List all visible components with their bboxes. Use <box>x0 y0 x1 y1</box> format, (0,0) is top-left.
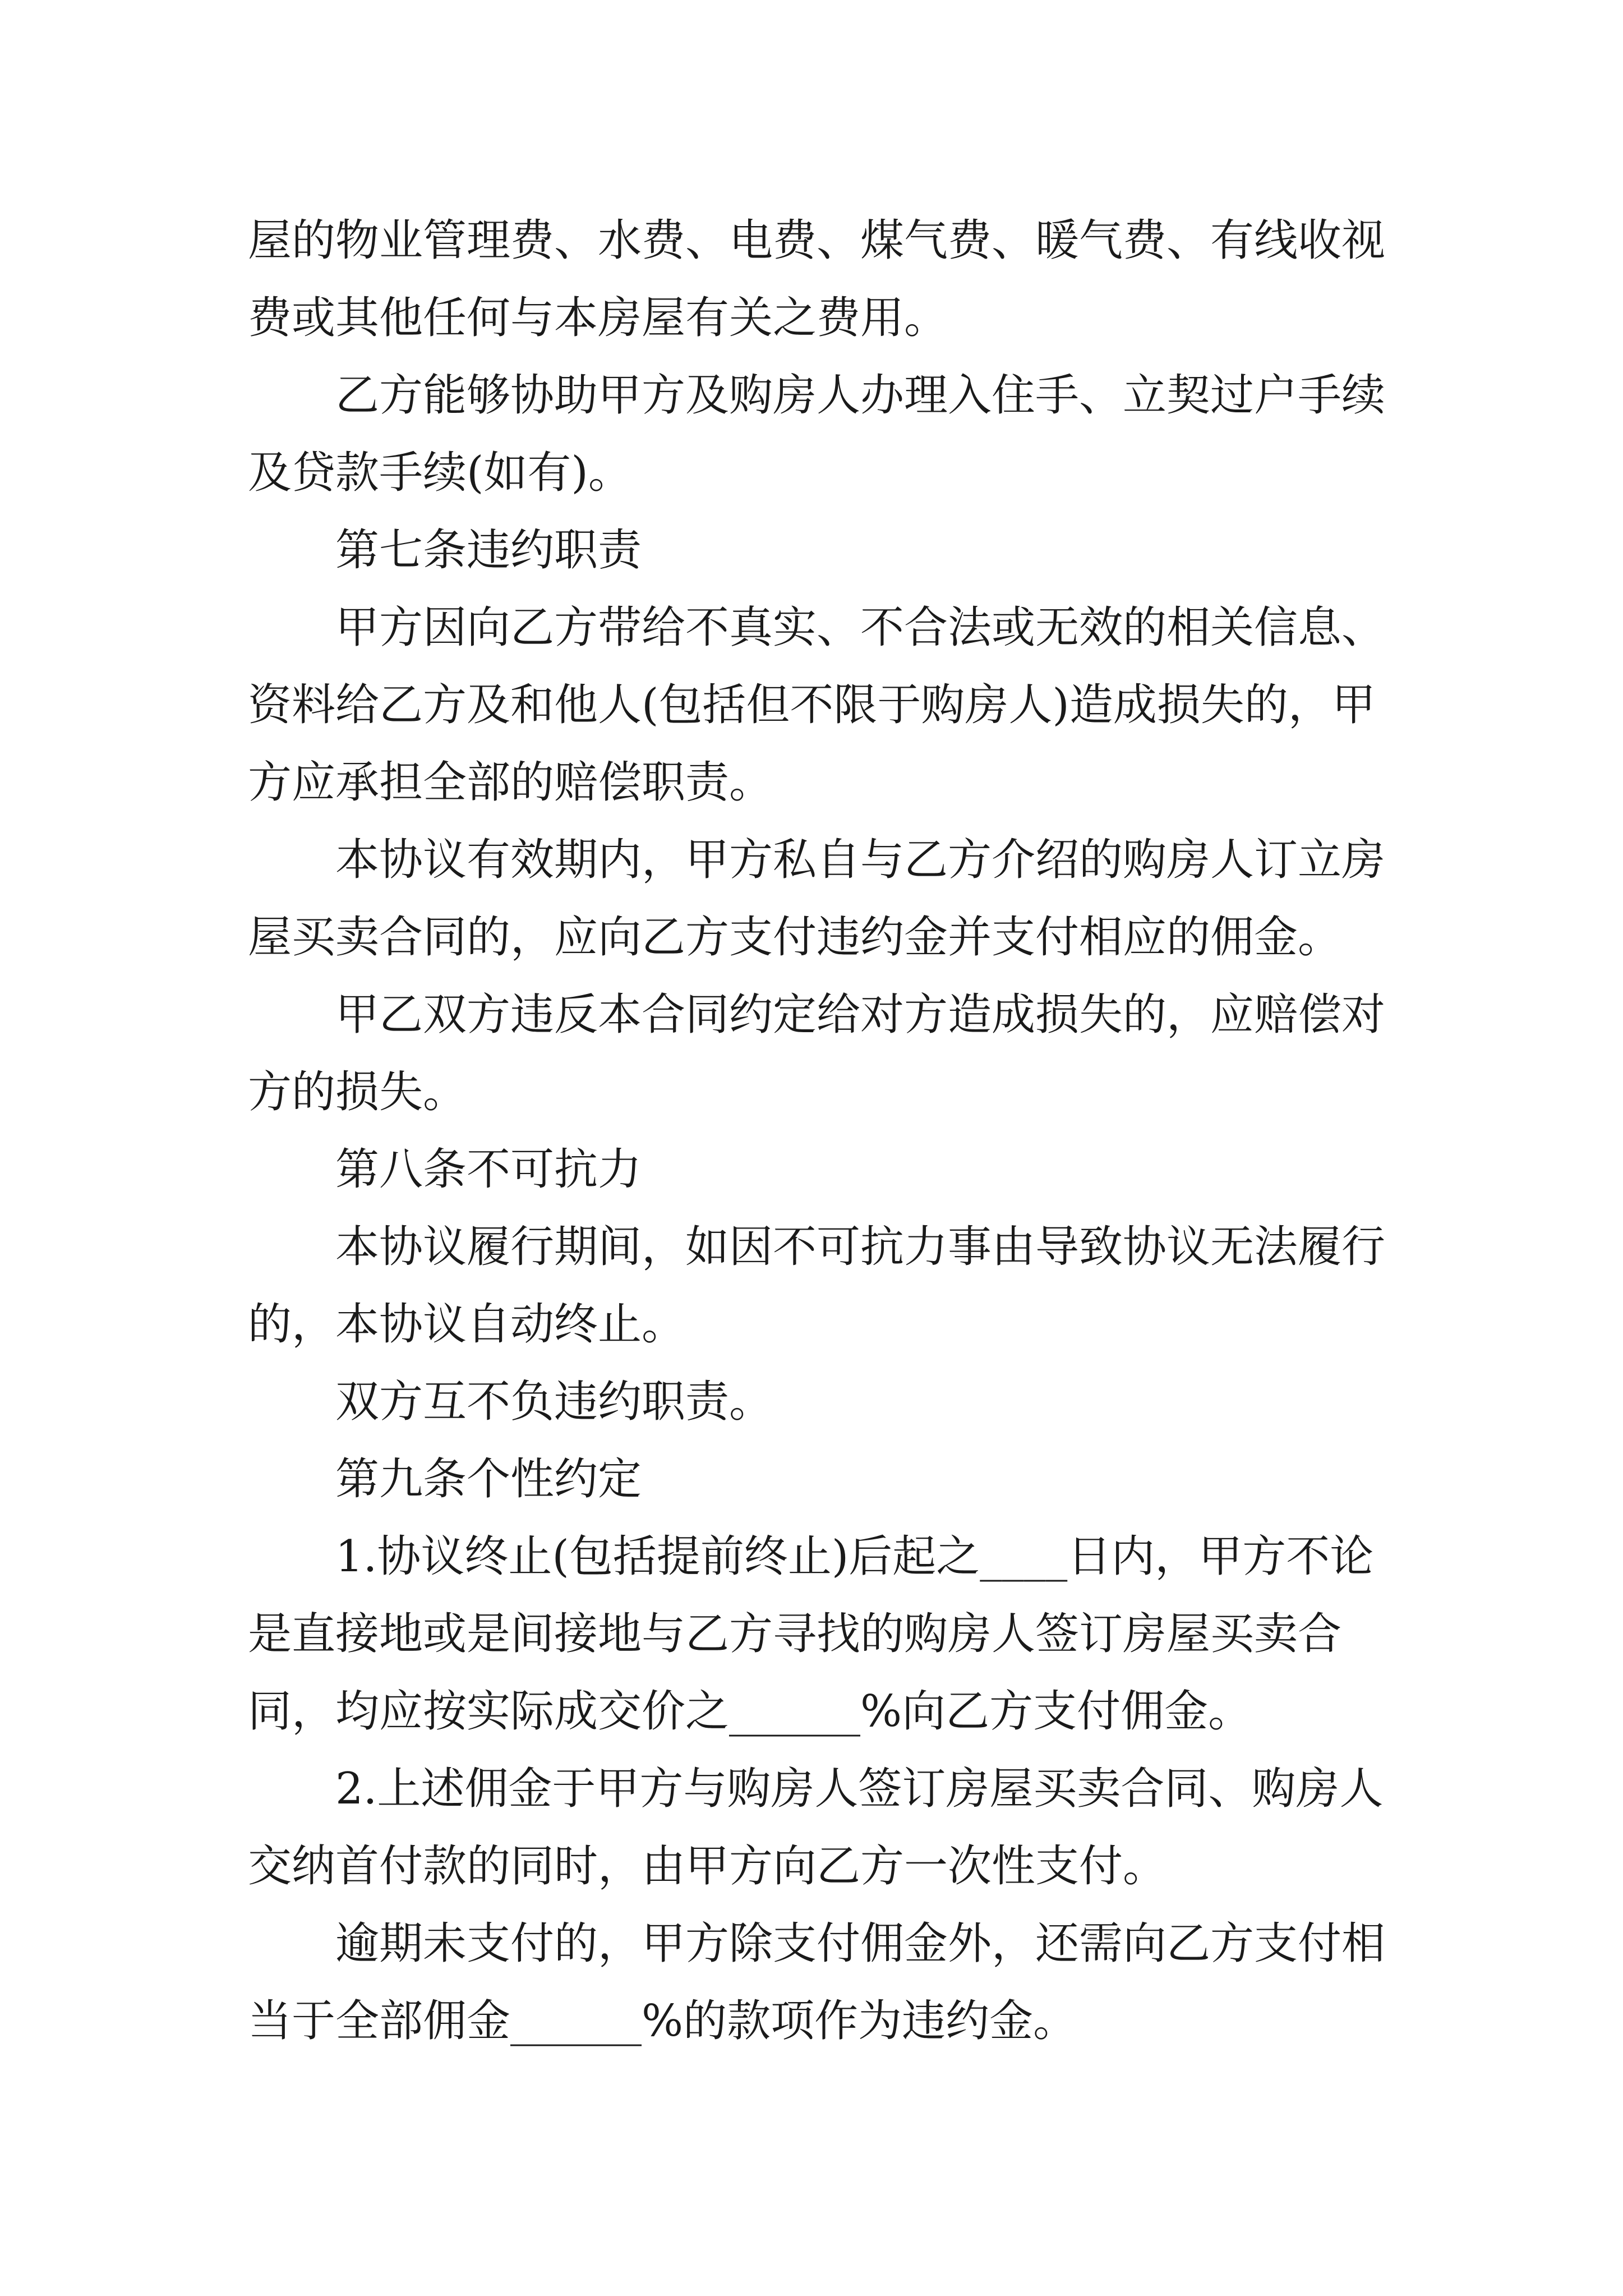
paragraph-fees: 屋的物业管理费、水费、电费、煤气费、暖气费、有线收视费或其他任何与本房屋有关之费用。 <box>248 215 1386 343</box>
paragraph-private-contract: 本协议有效期内，甲方私自与乙方介绍的购房人订立房屋买卖合同的，应向乙方支付违约金并支付相应的佣金。 <box>248 835 1386 963</box>
heading-article-7: 第七条违约职责 <box>335 525 642 576</box>
paragraph-no-liability: 双方互不负违约职责。 <box>335 1377 773 1427</box>
heading-article-8: 第八条不可抗力 <box>335 1144 642 1195</box>
paragraph-clause-2: 2.上述佣金于甲方与购房人签订房屋买卖合同、购房人交纳首付款的同时，由甲方向乙方一次性支付。 <box>248 1764 1384 1892</box>
paragraph-late-payment: 逾期未支付的，甲方除支付佣金外，还需向乙方支付相当于全部佣金______%的款项作为违约金。 <box>248 1918 1386 2046</box>
paragraph-breach-loss: 甲乙双方违反本合同约定给对方造成损失的，应赔偿对方的损失。 <box>248 990 1386 1117</box>
document-body <box>248 202 1386 2060</box>
heading-article-9: 第九条个性约定 <box>335 1454 642 1504</box>
paragraph-false-info: 甲方因向乙方带给不真实、不合法或无效的相关信息、资料给乙方及和他人(包括但不限于购房人)造成损失的，甲方应承担全部的赔偿职责。 <box>248 602 1386 808</box>
paragraph-force-majeure: 本协议履行期间，如因不可抗力事由导致协议无法履行的，本协议自动终止。 <box>248 1222 1386 1350</box>
paragraph-assist: 乙方能够协助甲方及购房人办理入住手、立契过户手续及贷款手续(如有)。 <box>248 370 1386 498</box>
paragraph-clause-1: 1.协议终止(包括提前终止)后起之____日内，甲方不论是直接地或是间接地与乙方寻找的购房人签订房屋买卖合同，均应按实际成交价之______%向乙方支付佣金。 <box>248 1531 1374 1737</box>
